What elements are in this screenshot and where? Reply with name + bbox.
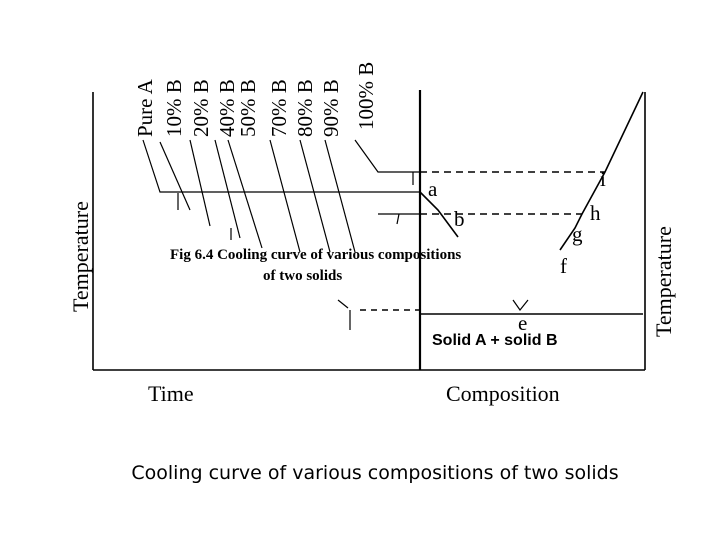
- eutectic-tick-2: [338, 300, 348, 308]
- composition-label-8: 100% B: [354, 61, 378, 130]
- composition-label-4: 50% B: [236, 79, 260, 137]
- slide-caption: Cooling curve of various compositions of two solids: [131, 462, 619, 484]
- right-x-axis-label: Composition: [446, 381, 560, 406]
- point-label-f: f: [560, 254, 567, 278]
- label-pointer-lines: [143, 140, 420, 252]
- composition-label-7: 90% B: [319, 79, 343, 137]
- plateau-tick-b: [397, 214, 399, 224]
- composition-label-2: 20% B: [189, 79, 213, 137]
- region-label: Solid A + solid B: [432, 332, 558, 349]
- point-label-i: i: [600, 167, 606, 191]
- composition-label-5: 70% B: [267, 79, 291, 137]
- composition-label-1: 10% B: [162, 79, 186, 137]
- point-label-g: g: [572, 222, 583, 246]
- figure-caption-line1: Fig 6.4 Cooling curve of various compositions: [170, 247, 462, 263]
- point-label-h: h: [590, 201, 601, 225]
- left-x-axis-label: Time: [148, 381, 194, 406]
- left-y-axis-label: Temperature: [68, 201, 93, 312]
- point-label-b: b: [454, 207, 465, 231]
- composition-label-3: 40% B: [215, 79, 239, 137]
- right-y-axis-label: Temperature: [651, 226, 676, 337]
- composition-label-6: 80% B: [293, 79, 317, 137]
- point-label-a: a: [428, 177, 438, 201]
- point-label-e: e: [518, 311, 528, 335]
- composition-label-0: Pure A: [133, 79, 157, 137]
- eutectic-point-e: [513, 300, 528, 310]
- figure-caption-line2: of two solids: [263, 268, 343, 284]
